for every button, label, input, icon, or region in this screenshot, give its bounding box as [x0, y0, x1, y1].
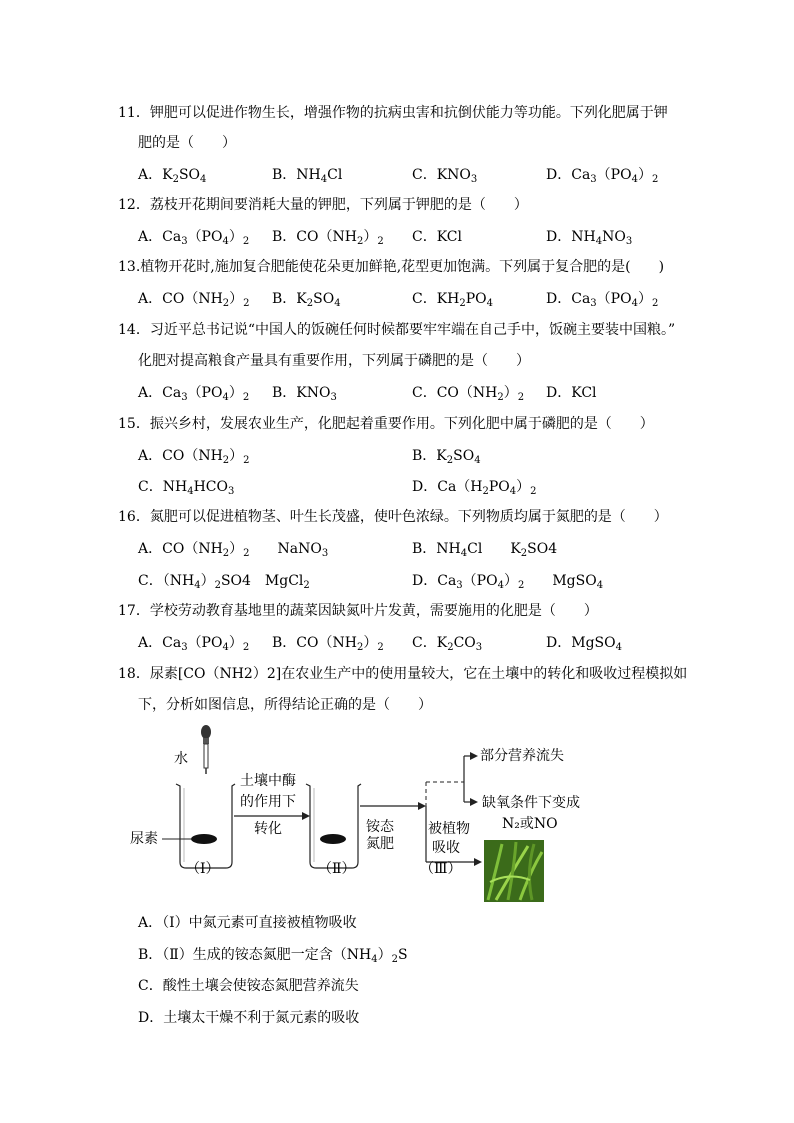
q13-stem: 13.植物开花时,施加复合肥能使花朵更加鲜艳,花型更加饱满。下列属于复合肥的是( )	[118, 259, 665, 275]
q14-option-b[interactable]: B．$KNO_3$	[272, 385, 337, 403]
q11-option-c[interactable]: C．$KNO_3$	[412, 167, 478, 185]
q11-stem-line1: 11．钾肥可以促进作物生长，增强作物的抗病虫害和抗倒伏能力等功能。下列化肥属于钾	[118, 105, 668, 121]
arrow-2-head	[418, 802, 426, 810]
q11-option-a[interactable]: A．$K_2SO_4$	[138, 167, 207, 185]
absorbed-label-line1: 被植物	[428, 821, 470, 837]
ammonium-label-line1: 铵态	[366, 819, 394, 835]
loss-label: 部分营养流失	[480, 748, 564, 764]
q14-option-d[interactable]: D．KCl	[546, 385, 597, 401]
q11-stem-line2: 肥的是（ ）	[138, 135, 236, 151]
beaker-1-caption: （Ⅰ）	[186, 861, 220, 877]
q15-option-d[interactable]: D．$Ca(H_2PO_4)_2$	[412, 479, 537, 497]
q17-option-d[interactable]: D．MgSO$_4$	[546, 635, 622, 653]
q12-option-b[interactable]: B．$CO(NH_2)_2$	[272, 229, 384, 247]
arrow-1-label-line1: 土壤中酶	[240, 773, 296, 789]
q18-option-c[interactable]: C．酸性土壤会使铵态氮肥营养流失	[138, 978, 359, 994]
q12-option-c[interactable]: C．KCl	[412, 229, 462, 245]
q13-option-c[interactable]: C．$KH_2PO_4$	[412, 291, 494, 309]
arrow-1-label-line2: 的作用下	[240, 794, 296, 810]
q17-option-c[interactable]: C．$K_2CO_3$	[412, 635, 483, 653]
urea-conversion-diagram	[130, 722, 630, 907]
anoxic-arrow-head	[470, 798, 478, 806]
stage-3-caption: （Ⅲ）	[420, 861, 462, 877]
q18-option-d[interactable]: D．土壤太干燥不利于氮元素的吸收	[138, 1010, 360, 1026]
beaker-1-icon	[176, 784, 235, 868]
q17-option-b[interactable]: B．$CO(NH_2)_2$	[272, 635, 384, 653]
q14-stem-line1: 14．习近平总书记说“中国人的饭碗任何时候都要牢牢端在自己手中，饭碗主要装中国粮。”	[118, 322, 676, 338]
absorbed-label-line2: 吸收	[432, 840, 460, 856]
q13-option-a[interactable]: A．$CO(NH_2)_2$	[138, 291, 250, 309]
q18-option-a[interactable]: A．（Ⅰ）中氮元素可直接被植物吸收	[138, 915, 357, 931]
q13-option-d[interactable]: D．$Ca_3(PO_4)_2$	[546, 291, 659, 309]
q15-option-a[interactable]: A．$CO(NH_2)_2$	[138, 448, 250, 466]
q18-stem-line1: 18．尿素[CO（NH2）2]在农业生产中的使用量较大，它在土壤中的转化和吸收过程模拟如	[118, 666, 688, 682]
arrow-1-head	[302, 812, 310, 820]
q16-option-c[interactable]: C．$(NH_4)_2SO4$ MgCl$_2$	[138, 573, 310, 591]
dropper-icon	[201, 725, 211, 774]
q14-option-c[interactable]: C．$CO(NH_2)_2$	[412, 385, 525, 403]
ammonium-label-line2: 氮肥	[366, 836, 394, 852]
q12-option-a[interactable]: A．$Ca_3(PO_4)_2$	[138, 229, 250, 247]
urea-label: 尿素	[130, 831, 158, 847]
beaker-2-caption: （Ⅱ）	[318, 861, 356, 877]
water-label: 水	[174, 751, 188, 767]
q16-option-a[interactable]: A．$CO(NH_2)_2$ NaNO$_3$	[138, 541, 329, 559]
q15-option-c[interactable]: C．$NH_4HCO_3$	[138, 479, 235, 497]
q18-stem-line2: 下，分析如图信息，所得结论正确的是（ ）	[138, 697, 432, 713]
beaker-2-icon	[306, 784, 361, 868]
q13-option-b[interactable]: B．$K_2SO_4$	[272, 291, 341, 309]
q11-option-b[interactable]: B．$NH_4Cl$	[272, 167, 343, 185]
q16-option-d[interactable]: D．$Ca_3(PO_4)_2$ MgSO$_4$	[412, 573, 604, 591]
q15-stem: 15．振兴乡村，发展农业生产，化肥起着重要作用。下列化肥中属于磷肥的是（ ）	[118, 416, 654, 432]
q18-option-b[interactable]: B．（Ⅱ）生成的铵态氮肥一定含$(NH_4)_2S$	[138, 947, 408, 965]
q12-option-d[interactable]: D．$NH_4NO_3$	[546, 229, 633, 247]
q14-option-a[interactable]: A．$Ca_3(PO_4)_2$	[138, 385, 250, 403]
q17-option-a[interactable]: A．$Ca_3(PO_4)_2$	[138, 635, 250, 653]
loss-arrow-head	[470, 752, 478, 760]
q11-option-d[interactable]: D．$Ca_3(PO_4)_2$	[546, 167, 659, 185]
q16-stem: 16．氮肥可以促进植物茎、叶生长茂盛，使叶色浓绿。下列物质均属于氮肥的是（ ）	[118, 509, 668, 525]
absorb-arrow-head	[474, 858, 482, 866]
q15-option-b[interactable]: B．$K_2SO_4$	[412, 448, 481, 466]
q12-stem: 12．荔枝开花期间要消耗大量的钾肥，下列属于钾肥的是（ ）	[118, 197, 528, 213]
rice-plant-image	[484, 840, 544, 902]
q14-stem-line2: 化肥对提高粮食产量具有重要作用，下列属于磷肥的是（ ）	[138, 353, 530, 369]
q17-stem: 17．学校劳动教育基地里的蔬菜因缺氮叶片发黄，需要施用的化肥是（ ）	[118, 603, 598, 619]
arrow-1-label-line3: 转化	[254, 821, 282, 837]
anoxic-label: 缺氧条件下变成	[482, 795, 580, 811]
gases-label: N₂或NO	[502, 816, 558, 832]
q16-option-b[interactable]: B．$NH_4Cl$ $K_2SO4$	[412, 541, 558, 559]
